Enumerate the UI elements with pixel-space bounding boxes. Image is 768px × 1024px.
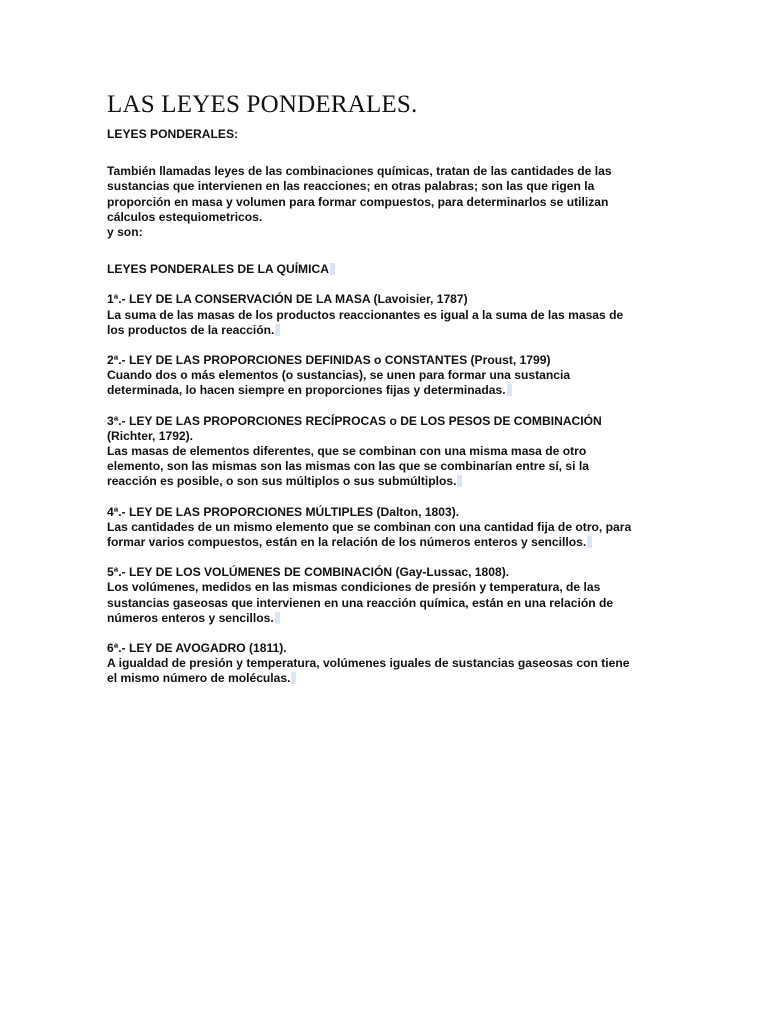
law-body-line: A igualdad de presión y temperatura, volúmenes iguales de sustancias gaseosas con tiene bbox=[107, 656, 630, 671]
text-cursor-marker bbox=[587, 536, 592, 548]
law-body-text: reacción es posible, o son sus múltiplos o sus submúltiplos. bbox=[107, 474, 457, 489]
law-body-line: Los volúmenes, medidos en las mismas condiciones de presión y temperatura, de las bbox=[107, 580, 601, 595]
intro-paragraph bbox=[107, 164, 667, 240]
law-heading: (Richter, 1792). bbox=[107, 428, 194, 443]
law-body-line: elemento, son las mismas son las mismas con las que se combinarían entre sí, si la bbox=[107, 459, 589, 474]
intro-line: sustancias que intervienen en las reacciones; en otras palabras; son las que rigen la bbox=[107, 179, 595, 194]
law-body-line: Cuando dos o más elementos (o sustancias), se unen para formar una sustancia bbox=[107, 368, 571, 383]
law-body-text: números enteros y sencillos. bbox=[107, 610, 274, 625]
subtitle: LEYES PONDERALES: bbox=[107, 127, 239, 141]
law-body-line bbox=[107, 535, 667, 550]
intro-line: proporción en masa y volumen para formar compuestos, para determinarlos se utilizan bbox=[107, 194, 609, 209]
law-body-line bbox=[107, 323, 667, 338]
law-heading: 4ª.- LEY DE LAS PROPORCIONES MÚLTIPLES (Dalton, 1803). bbox=[107, 504, 460, 519]
law-body-line bbox=[107, 383, 667, 398]
law-body-line bbox=[107, 474, 667, 489]
law-5 bbox=[107, 565, 667, 626]
law-3 bbox=[107, 414, 667, 490]
law-4 bbox=[107, 505, 667, 551]
law-body-text: el mismo número de moléculas. bbox=[107, 671, 291, 686]
law-heading: 1ª.- LEY DE LA CONSERVACIÓN DE LA MASA (Lavoisier, 1787) bbox=[107, 292, 468, 307]
law-body-line bbox=[107, 671, 667, 686]
text-cursor-marker bbox=[507, 384, 512, 396]
law-body-text: los productos de la reacción. bbox=[107, 322, 275, 337]
law-1 bbox=[107, 292, 667, 338]
law-heading: 5ª.- LEY DE LOS VOLÚMENES DE COMBINACIÓN (Gay-Lussac, 1808). bbox=[107, 565, 510, 580]
text-cursor-marker bbox=[275, 324, 280, 336]
document-title: LAS LEYES PONDERALES. bbox=[107, 91, 418, 118]
intro-line: También llamadas leyes de las combinaciones químicas, tratan de las cantidades de las bbox=[107, 164, 612, 179]
law-body-line: Las masas de elementos diferentes, que se combinan con una misma masa de otro bbox=[107, 444, 587, 459]
law-body-line bbox=[107, 611, 667, 626]
law-heading: 2ª.- LEY DE LAS PROPORCIONES DEFINIDAS o CONSTANTES (Proust, 1799) bbox=[107, 353, 551, 368]
law-body-text: formar varios compuestos, están en la relación de los números enteros y sencillos. bbox=[107, 535, 587, 550]
section-heading-text: LEYES PONDERALES DE LA QUÍMICA bbox=[107, 262, 329, 277]
law-body-line: Las cantidades de un mismo elemento que se combinan con una cantidad fija de otro, para bbox=[107, 519, 632, 534]
document-body bbox=[107, 127, 667, 687]
text-cursor-marker bbox=[291, 672, 296, 684]
law-body-line: La suma de las masas de los productos reaccionantes es igual a la suma de las masas de bbox=[107, 307, 624, 322]
law-body-line: sustancias gaseosas que intervienen en una reacción química, están en una relación de bbox=[107, 595, 614, 610]
law-6 bbox=[107, 641, 667, 687]
law-heading: 3ª.- LEY DE LAS PROPORCIONES RECÍPROCAS o DE LOS PESOS DE COMBINACIÓN bbox=[107, 413, 602, 428]
text-cursor-marker bbox=[275, 612, 280, 624]
intro-line: cálculos estequiometricos. bbox=[107, 209, 263, 224]
law-body-text: determinada, lo hacen siempre en proporciones fijas y determinadas. bbox=[107, 383, 506, 398]
law-heading: 6ª.- LEY DE AVOGADRO (1811). bbox=[107, 641, 287, 656]
law-2 bbox=[107, 353, 667, 399]
text-cursor-marker bbox=[330, 263, 335, 275]
intro-line: y son: bbox=[107, 225, 143, 240]
text-cursor-marker bbox=[457, 475, 462, 487]
section-heading bbox=[107, 262, 667, 277]
